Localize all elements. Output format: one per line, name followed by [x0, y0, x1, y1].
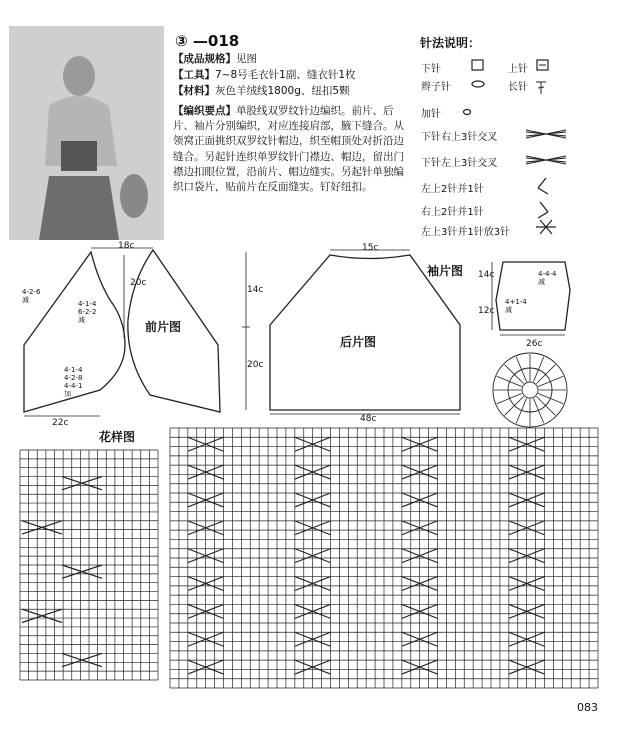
spec-material: 【材料】灰色羊绒线1800g、纽扣5颗 — [173, 85, 350, 97]
pattern-title: ③ —018 — [175, 32, 240, 50]
sleeve-note-left: 4+1-4 减 — [505, 298, 527, 314]
legend-left-cross: 下针左上3针交叉 — [421, 158, 498, 169]
back-piece-outline — [270, 255, 460, 410]
legend-3to3: 左上3针并1针放3针 — [421, 227, 511, 238]
back-top-label: 15c — [362, 243, 379, 253]
circle-icon — [464, 110, 471, 115]
page-number: 083 — [577, 701, 598, 714]
front-note-top: 4-2-6 减 — [22, 288, 41, 304]
front-note-mid: 4-1-4 6-2-2 减 — [78, 300, 97, 324]
legend-right-cross: 下针右上3针交叉 — [421, 132, 498, 143]
oval-icon — [472, 81, 484, 87]
legend-purl: 上针 — [508, 64, 528, 75]
sleeve-title: 袖片图 — [427, 264, 464, 278]
front-bottom-label: 22c — [52, 418, 69, 428]
minus-box-icon — [537, 60, 548, 70]
right-dec-icon — [538, 202, 548, 218]
star-icon — [536, 220, 556, 234]
sleeve-lower-label: 12c — [478, 306, 495, 316]
t-symbol-icon — [536, 82, 546, 94]
pattern-chart-right — [170, 428, 598, 688]
legend-increase: 加针 — [421, 109, 441, 120]
legend-knit: 下针 — [421, 64, 441, 75]
sleeve-width-label: 26c — [526, 339, 543, 349]
chart-title: 花样图 — [99, 430, 136, 444]
motif-spokes — [494, 354, 566, 426]
sleeve-dimension-lines — [492, 262, 565, 335]
sleeve-note-right: 4-4-4 减 — [538, 270, 557, 286]
legend-left-dec: 左上2针并1针 — [421, 184, 484, 195]
front-title: 前片图 — [145, 320, 182, 334]
back-bottom-label: 48c — [360, 414, 377, 424]
front-note-low: 4-1-4 4-2-8 4-4-1 加 — [64, 366, 83, 398]
back-lower-label: 20c — [247, 360, 264, 370]
knitting-notes: 【编织要点】单股线双罗纹针边编织。前片、后片、袖片分别编织，对应连接肩部，腋下缝合。从领窝正面挑织双罗纹针帽边，织至帽顶处对折沿边缝合。另起针连织单罗纹针门襟边、帽边，留出门襟边扣眼位置，沿前片、帽边缝实。另起针单独编织口袋片，贴前片在反面缝实。钉好纽扣。 — [173, 105, 404, 194]
pattern-chart-left — [20, 450, 158, 680]
back-title: 后片图 — [340, 335, 377, 349]
back-upper-label: 14c — [247, 285, 264, 295]
back-dimension-lines — [242, 250, 460, 414]
left-dec-icon — [538, 178, 548, 194]
front-dimension-lines — [24, 248, 153, 416]
sleeve-upper-label: 14c — [478, 270, 495, 280]
cross-right-icon — [526, 130, 566, 138]
legend-chain: 辫子针 — [421, 82, 451, 93]
front-width-label: 18c — [118, 241, 135, 251]
front-piece-outline — [24, 250, 220, 412]
legend-dc: 长针 — [508, 82, 528, 93]
front-depth-label: 20c — [130, 278, 147, 288]
square-icon — [472, 60, 483, 70]
cross-left-icon — [526, 156, 566, 164]
legend-title: 针法说明： — [420, 36, 481, 50]
spec-size: 【成品规格】见图 — [173, 53, 257, 65]
legend-right-dec: 右上2针并1针 — [421, 207, 484, 218]
sleeve-outline — [496, 262, 570, 330]
spec-tools: 【工具】7~8号毛衣针1副、缝衣针1枚 — [173, 69, 356, 81]
